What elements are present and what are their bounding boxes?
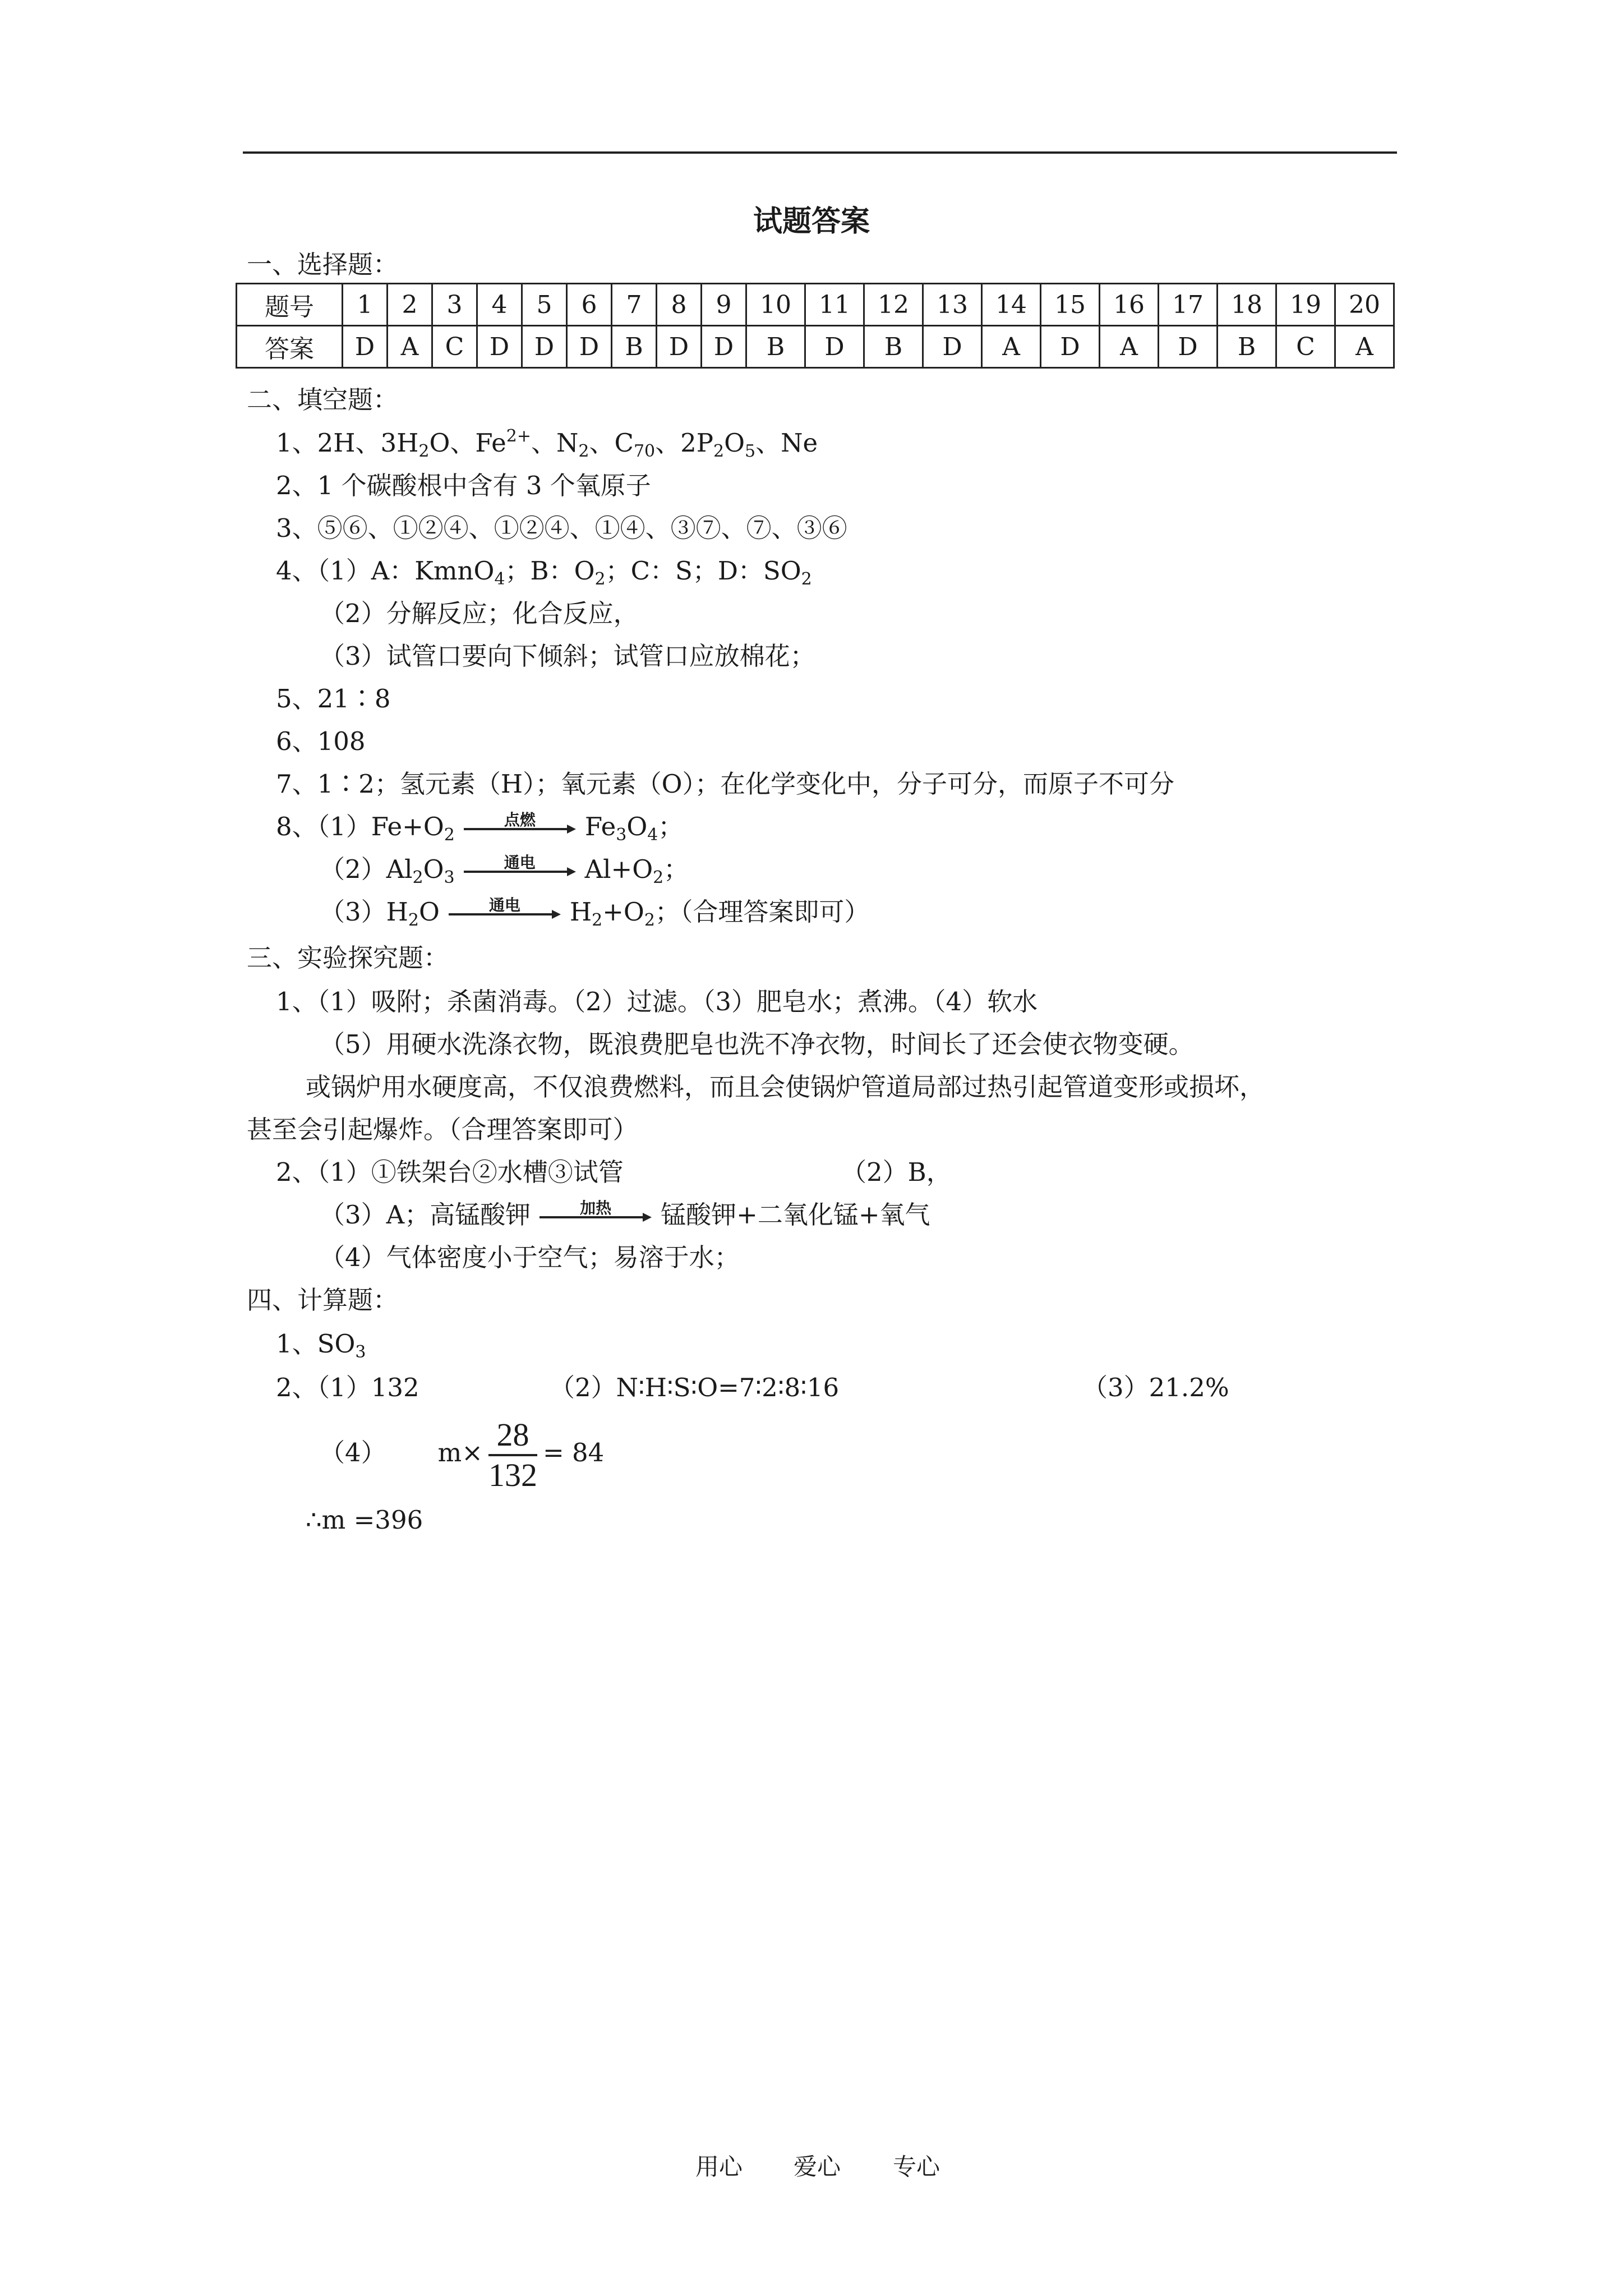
table-cell: A [1100, 326, 1159, 368]
answer-3-2: 2、（1）①铁架台②水槽③试管 [276, 1157, 624, 1187]
table-cell: 15 [1041, 284, 1100, 326]
answer-2-4-part2: （2）分解反应；化合反应， [320, 599, 639, 628]
table-cell: 1 [343, 284, 388, 326]
answer-2-5: 5、21∶8 [276, 684, 391, 714]
table-cell: 18 [1218, 284, 1276, 326]
table-cell: 14 [982, 284, 1041, 326]
table-cell: C [432, 326, 477, 368]
answer-2-8-part3: $(3)H_2O$ 通电 $H_2+O_2$；（合理答案即可） [320, 896, 870, 930]
arrow-icon [449, 909, 561, 920]
answer-3-1-continued-2: 甚至会引起爆炸。（合理答案即可） [247, 1115, 638, 1144]
table-cell: 5 [522, 284, 567, 326]
answer-3-1: 1、（1）吸附；杀菌消毒。（2）过滤。（3）肥皂水；煮沸。（4）软水 [276, 987, 1038, 1016]
table-cell: B [612, 326, 657, 368]
answer-3-2-part2: （2）B， [841, 1157, 952, 1187]
footer-text: 爱心 [794, 2153, 841, 2180]
table-cell: D [805, 326, 864, 368]
table-cell: D [702, 326, 746, 368]
table-cell: 9 [702, 284, 746, 326]
table-cell: D [567, 326, 612, 368]
footer-text: 用心 [695, 2153, 743, 2180]
table-cell: 19 [1276, 284, 1335, 326]
answer-2-8-part2: $(2)Al_2O_3$ 通电 $Al+O_2$； [320, 853, 689, 887]
answer-3-1-part5: （5）用硬水洗涤衣物，既浪费肥皂也洗不净衣物，时间长了还会使衣物变硬。 [320, 1029, 1194, 1059]
section-heading-experiment: 三、实验探究题： [247, 943, 449, 973]
answer-4-2-result: ∴m =396 [306, 1505, 423, 1535]
answer-3-2-part3: （3）A；高锰酸钾 加热 锰酸钾+二氧化锰+氧气 [320, 1198, 930, 1232]
table-cell: D [1159, 326, 1218, 368]
footer-text: 专心 [893, 2153, 940, 2180]
table-cell: D [1041, 326, 1100, 368]
answer-4-2-part1: 2、（1）132 [276, 1373, 419, 1402]
answer-2-2: 2、1 个碳酸根中含有 3 个氧原子 [276, 471, 651, 500]
answer-2-7: 7、1∶2；氢元素（H）；氧元素（O）；在化学变化中，分子可分，而原子不可分 [276, 769, 1175, 799]
answer-table [236, 283, 1395, 369]
answer-2-4: 4、（1）A：KmnO$_4$；B：$O_2$；C：S；D：$SO_2$ [276, 556, 812, 589]
table-cell: D [477, 326, 522, 368]
table-cell: 17 [1159, 284, 1218, 326]
table-cell: 7 [612, 284, 657, 326]
arrow-icon [464, 823, 576, 835]
table-cell: B [746, 326, 805, 368]
table-cell: D [923, 326, 982, 368]
answer-4-2-part4: （4） m× $\frac{28}{132}$ = 84 [320, 1416, 605, 1493]
page-title: 试题答案 [753, 205, 870, 238]
table-cell: 6 [567, 284, 612, 326]
answer-2-3: 3、⑤⑥、①②④、①②④、①④、③⑦、⑦、③⑥ [276, 513, 847, 543]
table-cell: 12 [864, 284, 923, 326]
table-cell: 16 [1100, 284, 1159, 326]
table-cell: A [982, 326, 1041, 368]
table-cell: 13 [923, 284, 982, 326]
answer-2-8: 8、$(1)Fe+O_2$ 点燃 $Fe_3O_4$； [276, 811, 684, 845]
section-heading-fill: 二、填空题： [247, 385, 399, 415]
table-cell: 10 [746, 284, 805, 326]
table-cell: B [1218, 326, 1276, 368]
answer-4-1: 1、$SO_3$ [276, 1329, 366, 1362]
arrow-icon [540, 1212, 652, 1223]
table-cell: 2 [388, 284, 432, 326]
reaction-arrow: 点燃 [464, 810, 576, 844]
table-row-label: 答案 [237, 326, 343, 368]
answer-2-4-part3: （3）试管口要向下倾斜；试管口应放棉花； [320, 641, 815, 671]
table-cell: 8 [657, 284, 702, 326]
answer-3-2-part4: （4）气体密度小于空气；易溶于水； [320, 1243, 740, 1272]
table-cell: D [657, 326, 702, 368]
answer-3-1-continued: 或锅炉用水硬度高，不仅浪费燃料，而且会使锅炉管道局部过热引起管道变形或损坏， [306, 1072, 1265, 1102]
table-cell: A [388, 326, 432, 368]
fraction: $\frac{28}{132}$ [488, 1416, 538, 1493]
section-heading-choice: 一、选择题： [247, 250, 399, 279]
table-cell: 11 [805, 284, 864, 326]
table-cell: 3 [432, 284, 477, 326]
table-row-label: 题号 [237, 284, 343, 326]
header-rule [243, 151, 1397, 154]
table-cell: D [522, 326, 567, 368]
table-row-answers [237, 326, 1394, 368]
table-cell: 4 [477, 284, 522, 326]
reaction-arrow: 加热 [540, 1198, 652, 1232]
reaction-arrow: 通电 [449, 895, 561, 929]
answer-4-2-part2: （2）N∶H∶S∶O=7∶2∶8∶16 [550, 1373, 840, 1402]
arrow-icon [464, 866, 576, 877]
answer-2-6: 6、108 [276, 726, 366, 756]
table-row-numbers [237, 284, 1394, 326]
answer-2-1: 1、2H、$3H_2O$、$Fe^{2+}$、$N_2$、$C_{70}$、$2P_2O_5$、Ne [276, 426, 818, 461]
table-cell: B [864, 326, 923, 368]
table-cell: C [1276, 326, 1335, 368]
table-cell: D [343, 326, 388, 368]
section-heading-calculation: 四、计算题： [247, 1285, 399, 1315]
reaction-arrow: 通电 [464, 853, 576, 886]
table-cell: 20 [1335, 284, 1394, 326]
answer-4-2-part3: （3）21.2% [1082, 1373, 1229, 1402]
table-cell: A [1335, 326, 1394, 368]
